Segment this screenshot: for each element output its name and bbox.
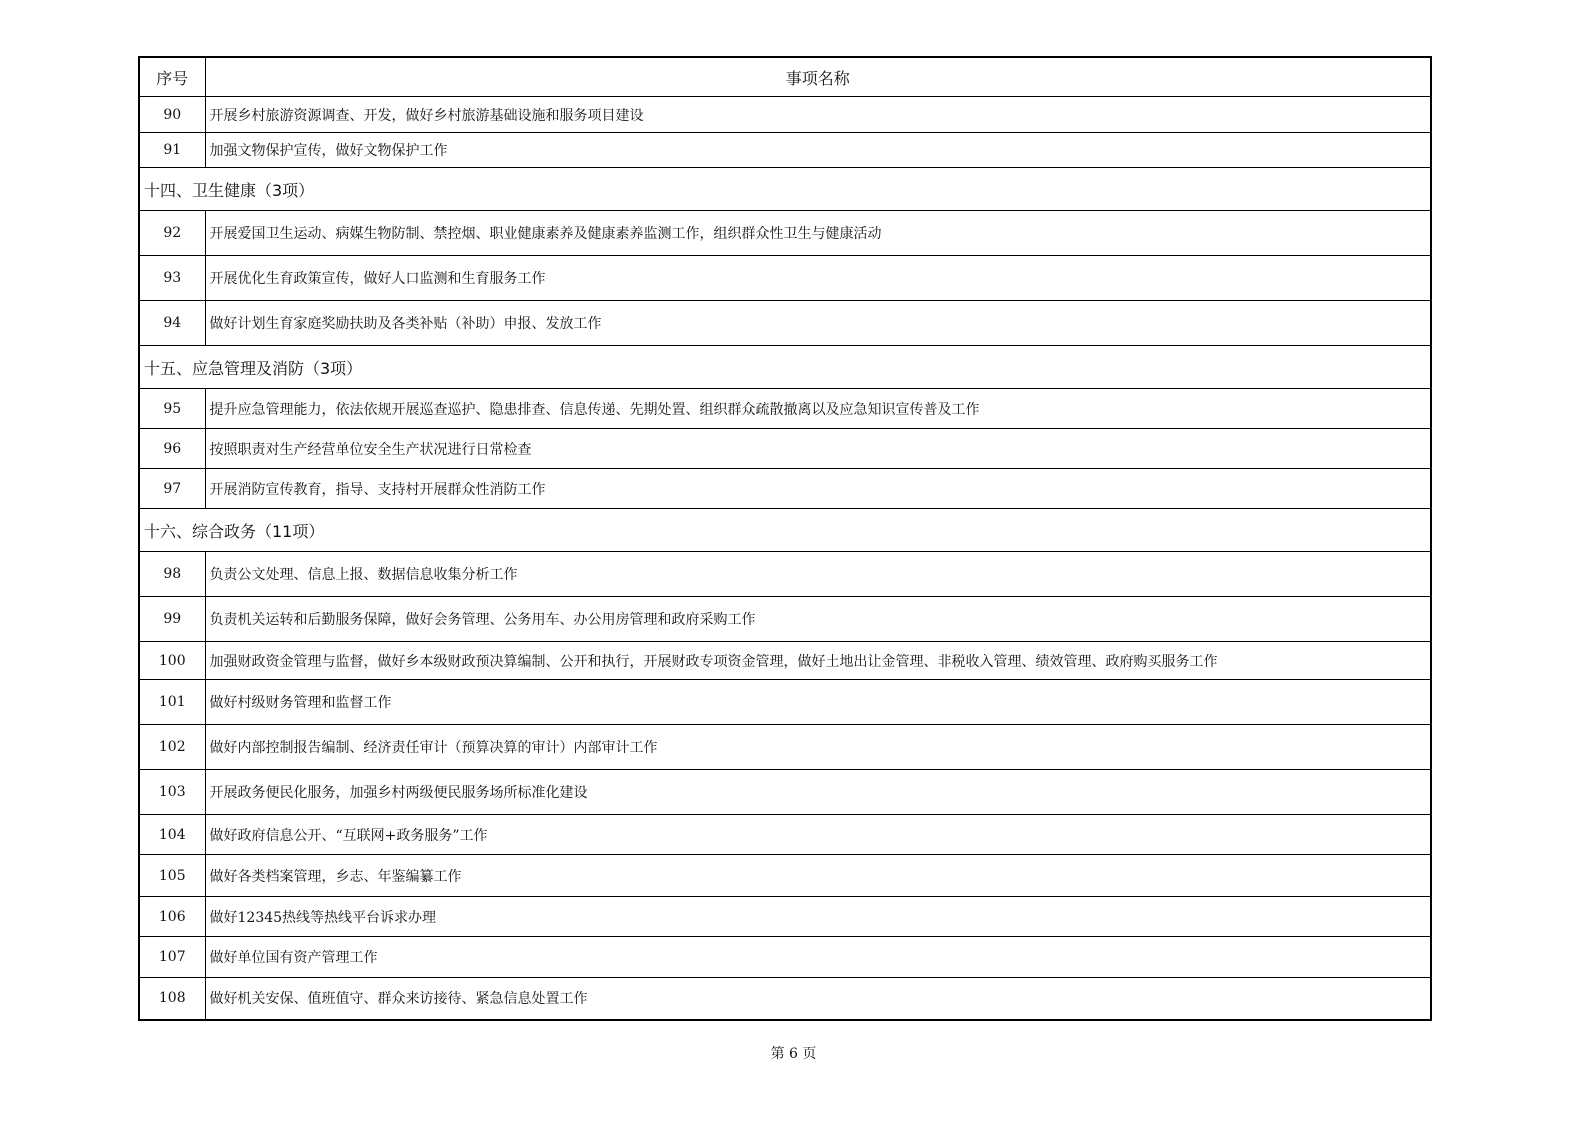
item-serial-number: 100 bbox=[139, 642, 205, 680]
item-serial-number: 97 bbox=[139, 469, 205, 509]
item-serial-number: 104 bbox=[139, 815, 205, 855]
item-serial-number: 99 bbox=[139, 597, 205, 642]
page-number: 第 6 页 bbox=[770, 1046, 817, 1062]
table-header-row bbox=[139, 57, 1431, 97]
item-name: 加强文物保护宣传，做好文物保护工作 bbox=[205, 133, 1431, 168]
item-name: 提升应急管理能力，依法依规开展巡查巡护、隐患排查、信息传递、先期处置、组织群众疏散撤离以及应急知识宣传普及工作 bbox=[205, 389, 1431, 429]
header-item-name: 事项名称 bbox=[205, 57, 1431, 97]
table-row bbox=[139, 978, 1431, 1020]
item-name: 负责公文处理、信息上报、数据信息收集分析工作 bbox=[205, 552, 1431, 597]
table-row bbox=[139, 469, 1431, 509]
table-row bbox=[139, 597, 1431, 642]
table-row bbox=[139, 133, 1431, 168]
item-name: 开展优化生育政策宣传，做好人口监测和生育服务工作 bbox=[205, 256, 1431, 301]
table-row bbox=[139, 855, 1431, 897]
section-title: 十四、卫生健康（3项） bbox=[139, 168, 1431, 211]
item-name: 开展爱国卫生运动、病媒生物防制、禁控烟、职业健康素养及健康素养监测工作，组织群众性卫生与健康活动 bbox=[205, 211, 1431, 256]
item-name: 做好单位国有资产管理工作 bbox=[205, 937, 1431, 978]
section-row bbox=[139, 168, 1431, 211]
table-row bbox=[139, 211, 1431, 256]
item-serial-number: 106 bbox=[139, 897, 205, 937]
item-serial-number: 108 bbox=[139, 978, 205, 1020]
table-row bbox=[139, 680, 1431, 725]
item-name: 做好12345热线等热线平台诉求办理 bbox=[205, 897, 1431, 937]
items-table bbox=[138, 56, 1432, 1021]
item-name: 做好计划生育家庭奖励扶助及各类补贴（补助）申报、发放工作 bbox=[205, 301, 1431, 346]
table-row bbox=[139, 429, 1431, 469]
item-serial-number: 103 bbox=[139, 770, 205, 815]
item-serial-number: 92 bbox=[139, 211, 205, 256]
table-row bbox=[139, 301, 1431, 346]
item-serial-number: 101 bbox=[139, 680, 205, 725]
table-row bbox=[139, 97, 1431, 133]
item-name: 开展消防宣传教育，指导、支持村开展群众性消防工作 bbox=[205, 469, 1431, 509]
section-title: 十六、综合政务（11项） bbox=[139, 509, 1431, 552]
table-body bbox=[139, 97, 1431, 1020]
item-serial-number: 98 bbox=[139, 552, 205, 597]
section-title: 十五、应急管理及消防（3项） bbox=[139, 346, 1431, 389]
item-serial-number: 91 bbox=[139, 133, 205, 168]
item-serial-number: 96 bbox=[139, 429, 205, 469]
item-serial-number: 102 bbox=[139, 725, 205, 770]
table-row bbox=[139, 256, 1431, 301]
header-serial-number: 序号 bbox=[139, 57, 205, 97]
item-name: 开展乡村旅游资源调查、开发，做好乡村旅游基础设施和服务项目建设 bbox=[205, 97, 1431, 133]
table-row bbox=[139, 552, 1431, 597]
item-name: 做好各类档案管理，乡志、年鉴编纂工作 bbox=[205, 855, 1431, 897]
table-row bbox=[139, 725, 1431, 770]
item-name: 按照职责对生产经营单位安全生产状况进行日常检查 bbox=[205, 429, 1431, 469]
section-row bbox=[139, 509, 1431, 552]
item-name: 做好村级财务管理和监督工作 bbox=[205, 680, 1431, 725]
item-name: 做好内部控制报告编制、经济责任审计（预算决算的审计）内部审计工作 bbox=[205, 725, 1431, 770]
table-row bbox=[139, 937, 1431, 978]
item-serial-number: 105 bbox=[139, 855, 205, 897]
table-row bbox=[139, 815, 1431, 855]
table-row bbox=[139, 770, 1431, 815]
item-name: 负责机关运转和后勤服务保障，做好会务管理、公务用车、办公用房管理和政府采购工作 bbox=[205, 597, 1431, 642]
table-row bbox=[139, 897, 1431, 937]
item-serial-number: 93 bbox=[139, 256, 205, 301]
item-name: 做好机关安保、值班值守、群众来访接待、紧急信息处置工作 bbox=[205, 978, 1431, 1020]
item-serial-number: 107 bbox=[139, 937, 205, 978]
item-serial-number: 90 bbox=[139, 97, 205, 133]
table-row bbox=[139, 389, 1431, 429]
item-name: 加强财政资金管理与监督，做好乡本级财政预决算编制、公开和执行，开展财政专项资金管理，做好土地出让金管理、非税收入管理、绩效管理、政府购买服务工作 bbox=[205, 642, 1431, 680]
item-serial-number: 95 bbox=[139, 389, 205, 429]
item-name: 开展政务便民化服务，加强乡村两级便民服务场所标准化建设 bbox=[205, 770, 1431, 815]
item-serial-number: 94 bbox=[139, 301, 205, 346]
item-name: 做好政府信息公开、“互联网+政务服务”工作 bbox=[205, 815, 1431, 855]
section-row bbox=[139, 346, 1431, 389]
table-row bbox=[139, 642, 1431, 680]
